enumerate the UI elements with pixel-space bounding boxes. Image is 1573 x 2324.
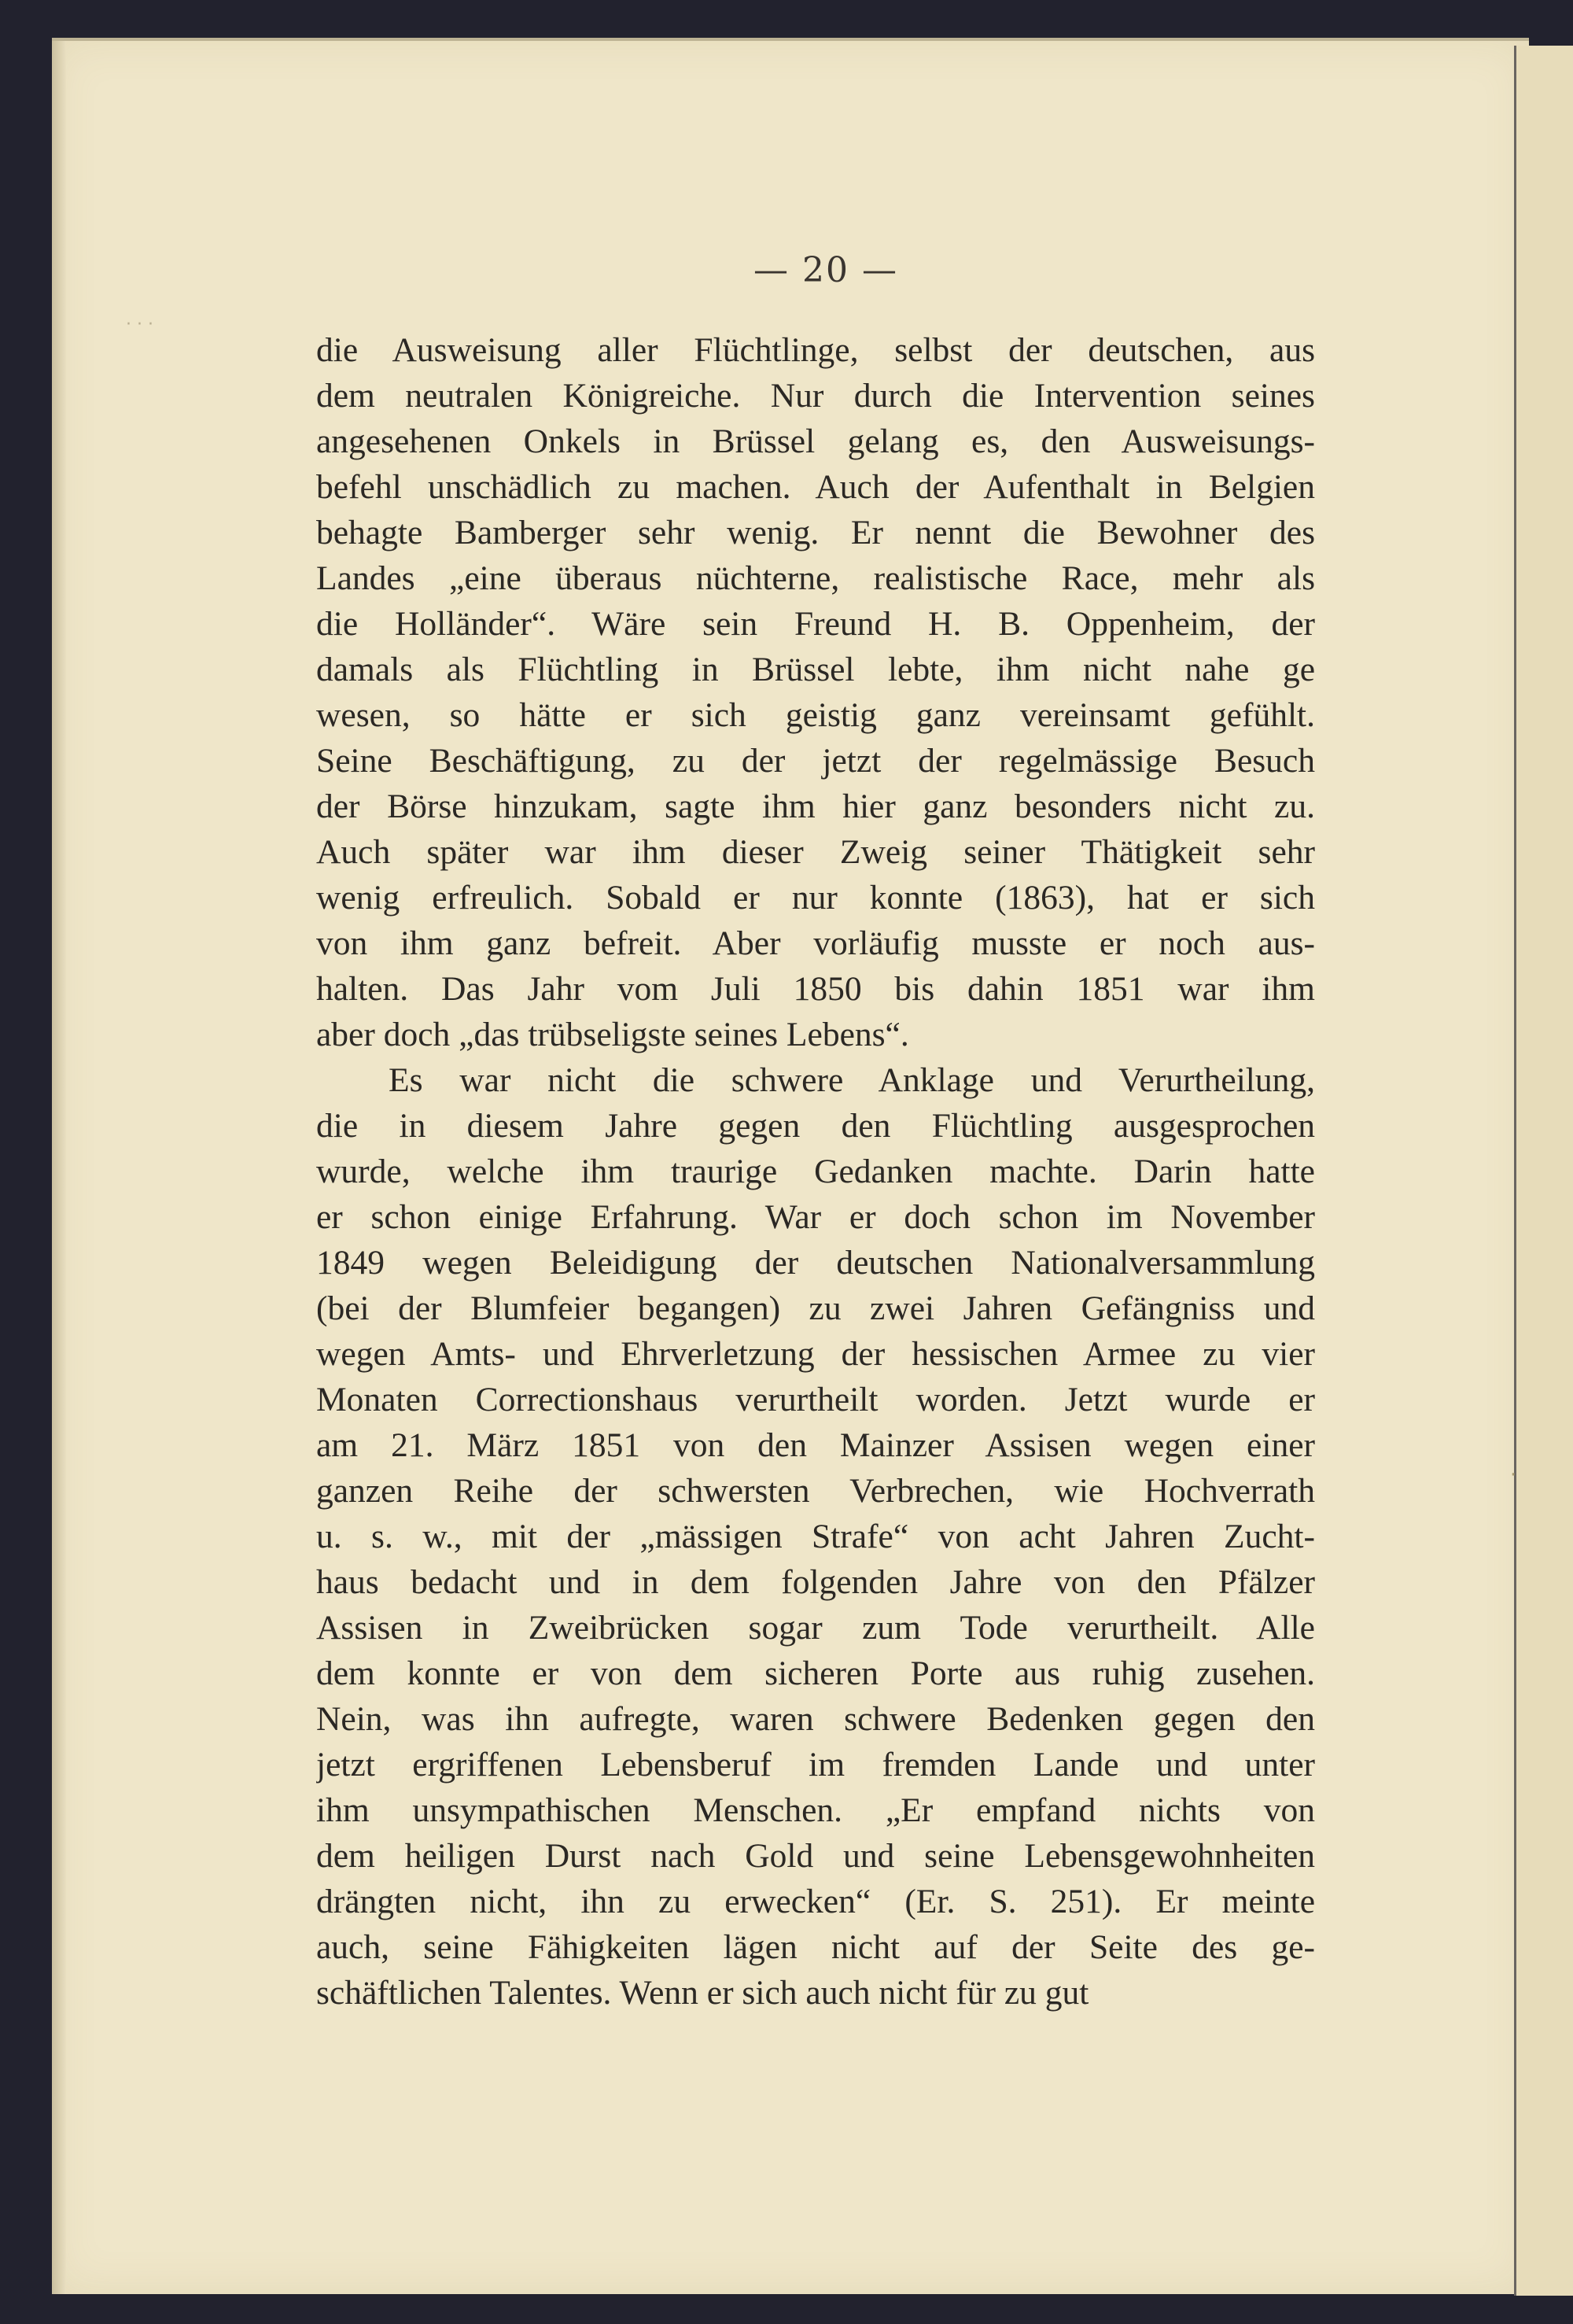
paragraph bbox=[316, 1057, 1315, 2016]
text-line: von ihm ganz befreit. Aber vorläufig musste er noch aus- bbox=[316, 924, 1315, 962]
text-line: Assisen in Zweibrücken sogar zum Tode verurtheilt. Alle bbox=[316, 1609, 1315, 1647]
text-line: auch, seine Fähigkeiten lägen nicht auf der Seite des ge- bbox=[316, 1928, 1315, 1966]
page-binding-edge bbox=[52, 38, 66, 2294]
text-line: Monaten Correctionshaus verurtheilt worden. Jetzt wurde er bbox=[316, 1381, 1315, 1418]
text-line: ihm unsympathischen Menschen. „Er empfand nichts von bbox=[316, 1791, 1315, 1829]
text-line: der Börse hinzukam, sagte ihm hier ganz besonders nicht zu. bbox=[316, 788, 1315, 825]
text-line: dem konnte er von dem sicheren Porte aus ruhig zusehen. bbox=[316, 1654, 1315, 1692]
text-line: haus bedacht und in dem folgenden Jahre von den Pfälzer bbox=[316, 1563, 1315, 1601]
text-line: aber doch „das trübseligste seines Lebens“. bbox=[316, 1016, 909, 1053]
paragraph bbox=[316, 327, 1315, 1057]
text-line: wegen Amts- und Ehrverletzung der hessischen Armee zu vier bbox=[316, 1335, 1315, 1373]
text-line: er schon einige Erfahrung. War er doch schon im November bbox=[316, 1198, 1315, 1236]
text-line: ganzen Reihe der schwersten Verbrechen, wie Hochverrath bbox=[316, 1472, 1315, 1510]
text-line: wesen, so hätte er sich geistig ganz vereinsamt gefühlt. bbox=[316, 696, 1315, 734]
text-line: die Ausweisung aller Flüchtlinge, selbst der deutschen, aus bbox=[316, 331, 1315, 369]
text-line: angesehenen Onkels in Brüssel gelang es, den Ausweisungs- bbox=[316, 422, 1315, 460]
text-line: behagte Bamberger sehr wenig. Er nennt die Bewohner des bbox=[316, 514, 1315, 551]
text-line: jetzt ergriffenen Lebensberuf im fremden Lande und unter bbox=[316, 1746, 1315, 1784]
text-line: Auch später war ihm dieser Zweig seiner Thätigkeit sehr bbox=[316, 833, 1315, 871]
text-line: dem heiligen Durst nach Gold und seine Lebensgewohnheiten bbox=[316, 1837, 1315, 1875]
text-line: (bei der Blumfeier begangen) zu zwei Jahren Gefängniss und bbox=[316, 1289, 1315, 1327]
text-line: halten. Das Jahr vom Juli 1850 bis dahin 1851 war ihm bbox=[316, 970, 1315, 1008]
text-line: Landes „eine überaus nüchterne, realistische Race, mehr als bbox=[316, 559, 1315, 597]
text-line: dem neutralen Königreiche. Nur durch die Intervention seines bbox=[316, 377, 1315, 415]
text-line: drängten nicht, ihn zu erwecken“ (Er. S. 251). Er meinte bbox=[316, 1883, 1315, 1920]
text-line: wenig erfreulich. Sobald er nur konnte (1863), hat er sich bbox=[316, 879, 1315, 917]
text-line: Seine Beschäftigung, zu der jetzt der regelmässige Besuch bbox=[316, 742, 1315, 780]
text-line: damals als Flüchtling in Brüssel lebte, ihm nicht nahe ge bbox=[316, 651, 1315, 688]
body-text bbox=[316, 327, 1315, 2016]
text-line: 1849 wegen Beleidigung der deutschen Nationalversammlung bbox=[316, 1244, 1315, 1282]
margin-mark-right: · bbox=[1510, 1463, 1517, 1487]
page-top-edge bbox=[52, 38, 1529, 41]
next-page-edge bbox=[1514, 46, 1573, 2296]
text-line: am 21. März 1851 von den Mainzer Assisen wegen einer bbox=[316, 1426, 1315, 1464]
text-line: wurde, welche ihm traurige Gedanken machte. Darin hatte bbox=[316, 1153, 1315, 1190]
text-line: die Holländer“. Wäre sein Freund H. B. Oppenheim, der bbox=[316, 605, 1315, 643]
margin-marks: · · · bbox=[126, 315, 153, 334]
text-line: befehl unschädlich zu machen. Auch der Aufenthalt in Belgien bbox=[316, 468, 1315, 506]
text-line: schäftlichen Talentes. Wenn er sich auch nicht für zu gut bbox=[316, 1974, 1089, 2012]
text-line: Nein, was ihn aufregte, waren schwere Bedenken gegen den bbox=[316, 1700, 1315, 1738]
text-line: Es war nicht die schwere Anklage und Verurtheilung, bbox=[389, 1061, 1315, 1099]
text-line: u. s. w., mit der „mässigen Strafe“ von acht Jahren Zucht- bbox=[316, 1518, 1315, 1555]
text-line: die in diesem Jahre gegen den Flüchtling ausgesprochen bbox=[316, 1107, 1315, 1145]
page-number: — 20 — bbox=[753, 250, 898, 290]
